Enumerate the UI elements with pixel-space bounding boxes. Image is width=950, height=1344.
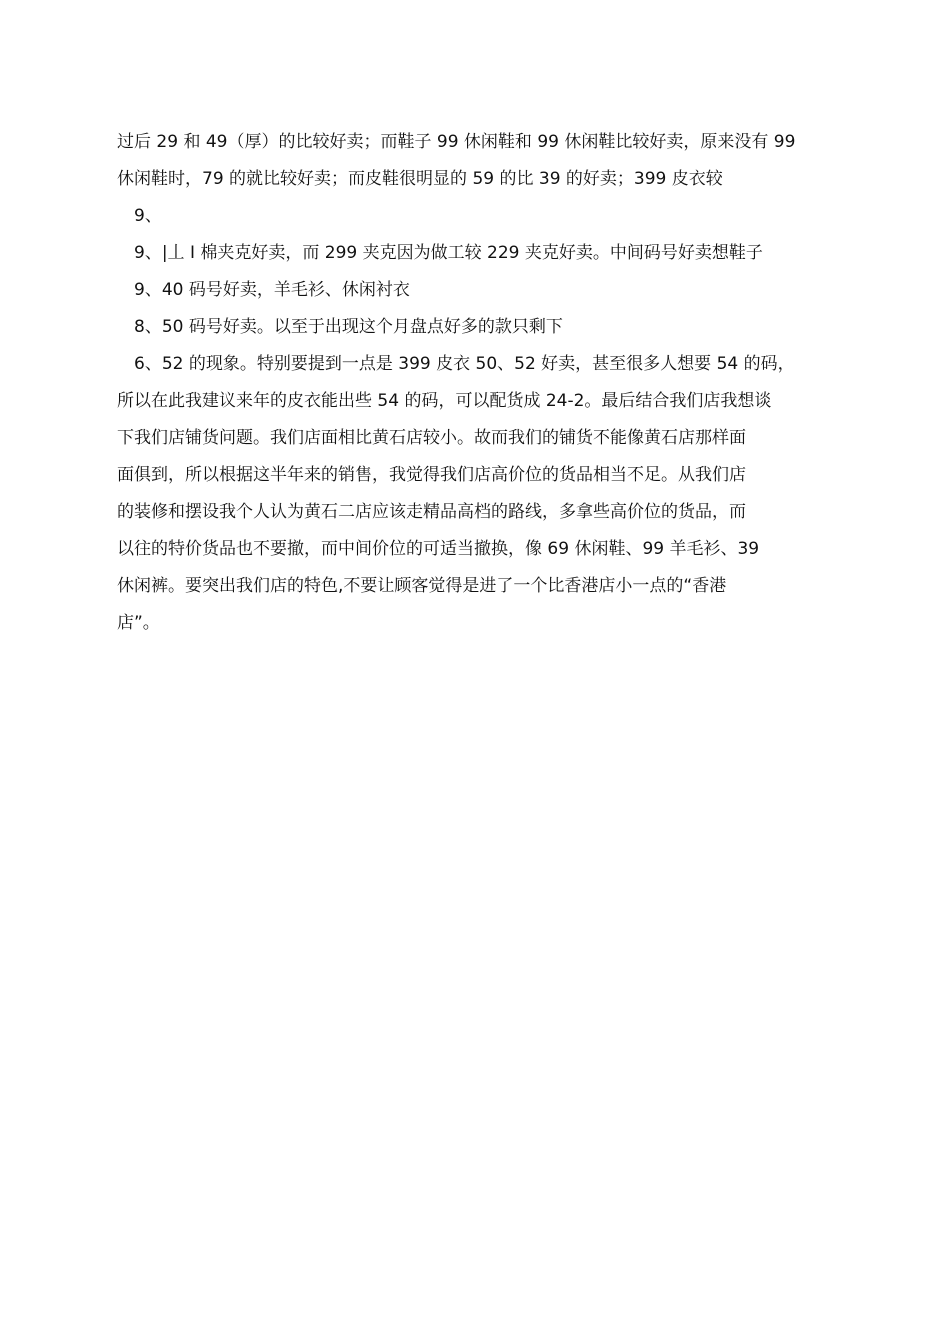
text-line: 休闲鞋时，79 的就比较好卖；而皮鞋很明显的 59 的比 39 的好卖；399 皮衣较 — [117, 169, 723, 189]
document-body — [117, 124, 837, 642]
list-item: 8、50 码号好卖。以至于出现这个月盘点好多的款只剩下 — [134, 317, 563, 337]
list-item: 9、|丄 I 棉夹克好卖，而 299 夹克因为做工较 229 夹克好卖。中间码号好卖想鞋子 — [134, 243, 763, 263]
list-item: 9、40 码号好卖，羊毛衫、休闲衬衣 — [134, 280, 410, 300]
list-item: 9、 — [134, 206, 162, 226]
text-line: 店”。 — [117, 613, 160, 633]
text-line: 面俱到，所以根据这半年来的销售，我觉得我们店高价位的货品相当不足。从我们店 — [117, 465, 746, 485]
text-line: 下我们店铺货问题。我们店面相比黄石店较小。故而我们的铺货不能像黄石店那样面 — [117, 428, 746, 448]
text-line: 休闲裤。要突出我们店的特色,不要让顾客觉得是进了一个比香港店小一点的“香港 — [117, 576, 727, 596]
text-line: 过后 29 和 49（厚）的比较好卖；而鞋子 99 休闲鞋和 99 休闲鞋比较好卖，原来没有 99 — [117, 132, 796, 152]
text-line: 以往的特价货品也不要撤，而中间价位的可适当撤换，像 69 休闲鞋、99 羊毛衫、39 — [117, 539, 760, 559]
list-item: 6、52 的现象。特别要提到一点是 399 皮衣 50、52 好卖，甚至很多人想要 54 的码， — [134, 354, 795, 374]
text-line: 的装修和摆设我个人认为黄石二店应该走精品高档的路线，多拿些高价位的货品，而 — [117, 502, 746, 522]
text-line: 所以在此我建议来年的皮衣能出些 54 的码，可以配货成 24-2。最后结合我们店我想谈 — [117, 391, 772, 411]
